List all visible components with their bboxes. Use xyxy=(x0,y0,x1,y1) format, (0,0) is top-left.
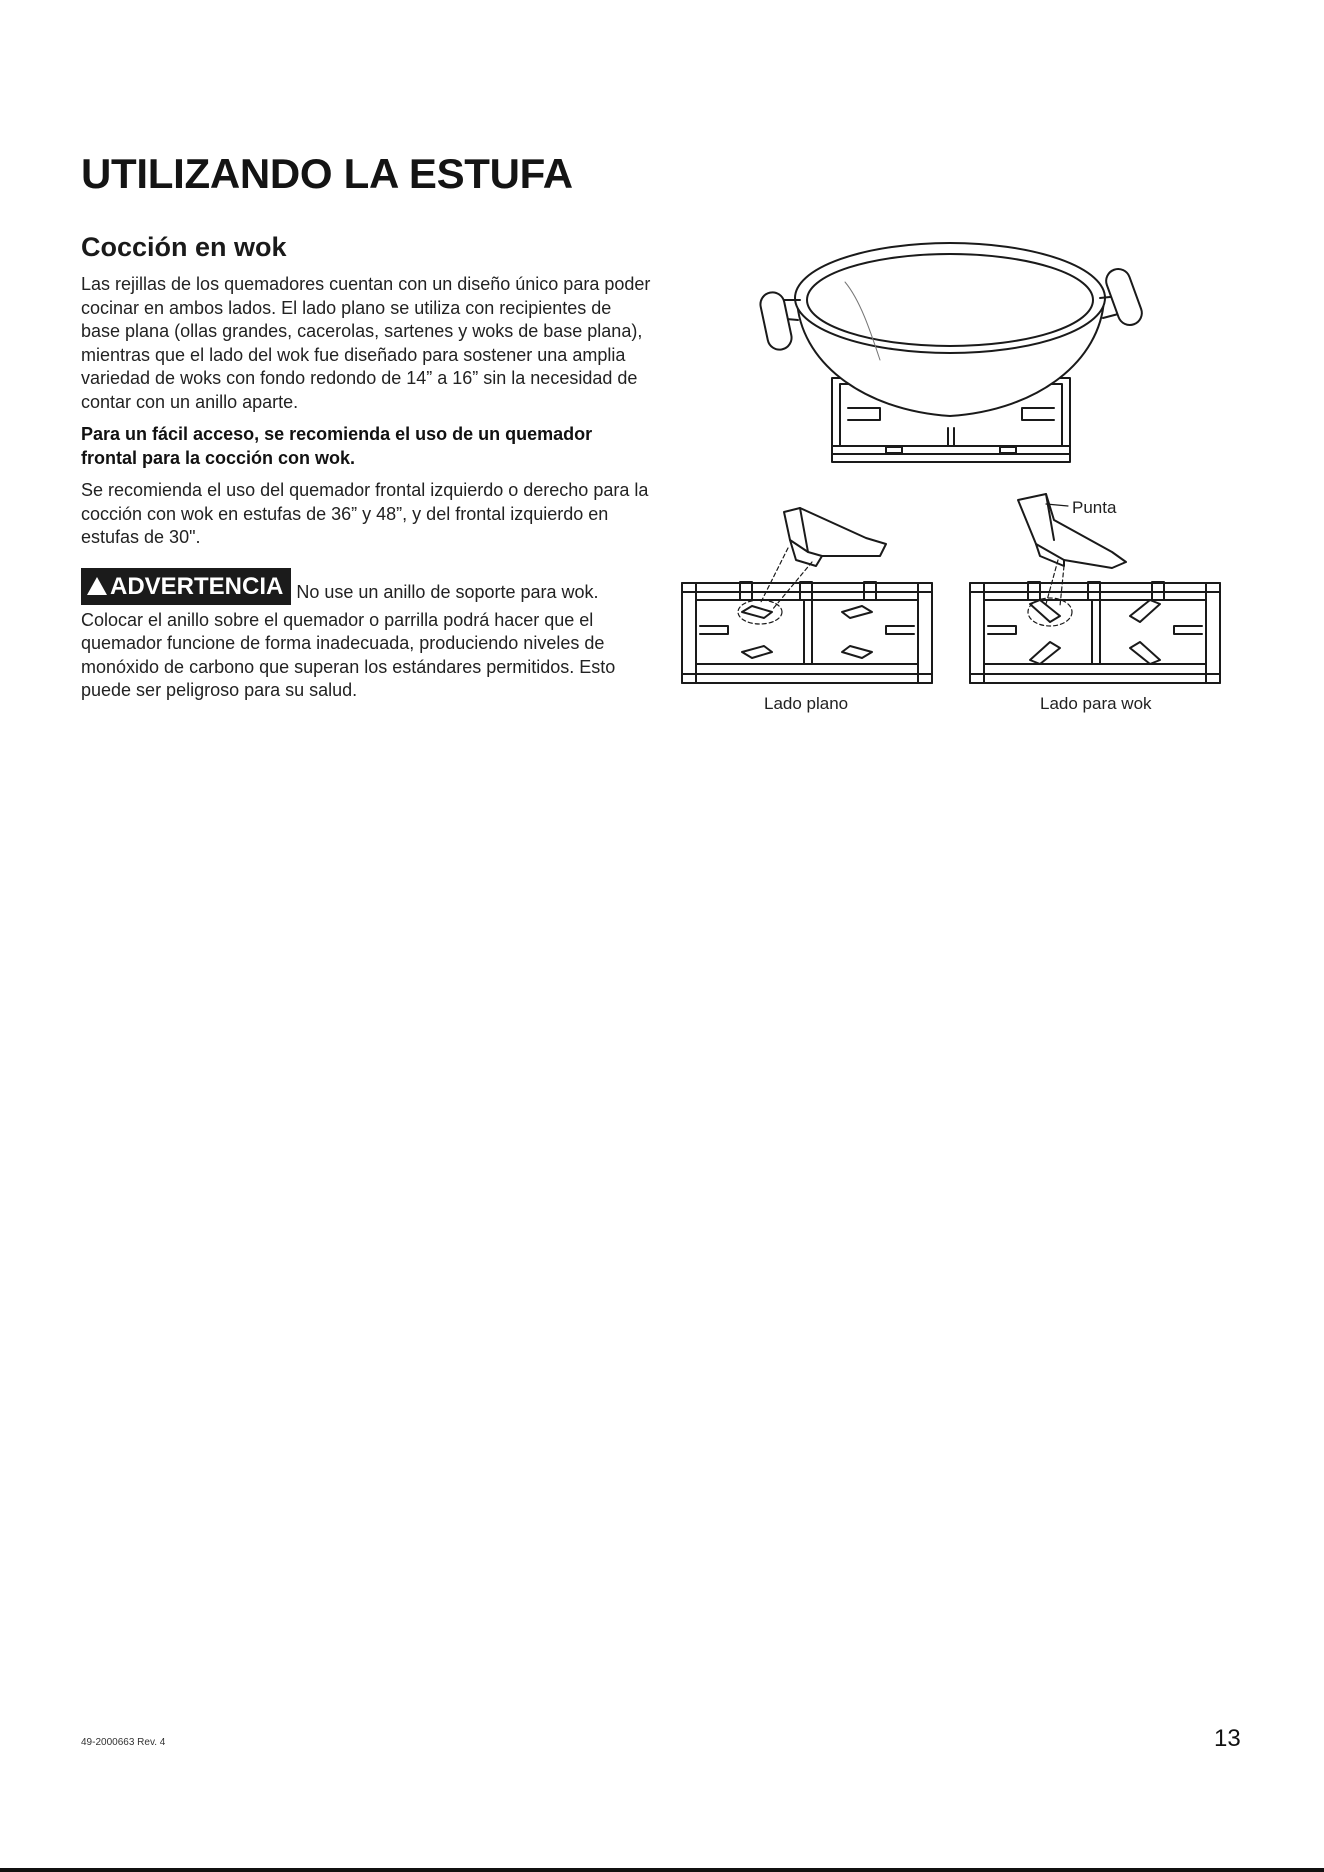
caption-wok-side: Lado para wok xyxy=(1040,694,1152,713)
warning-label: ADVERTENCIA xyxy=(110,572,284,600)
body-text xyxy=(81,273,651,703)
page-title: UTILIZANDO LA ESTUFA xyxy=(81,150,573,197)
wok-side-grate-drawing xyxy=(970,494,1220,683)
bottom-rule xyxy=(0,1868,1324,1872)
page-number: 13 xyxy=(1214,1725,1241,1752)
document-code: 49-2000663 Rev. 4 xyxy=(81,1737,166,1748)
paragraph-recommendation: Para un fácil acceso, se recomienda el uso de un quemador frontal para la cocción con wok. xyxy=(81,424,593,468)
tip-label: Punta xyxy=(1072,498,1117,517)
warning-text: No use un anillo de soporte para wok. Colocar el anillo sobre el quemador o parrilla podrá hacer que el quemador funcione de forma inadecuada, produciendo niveles de monóxido de carbono que superan los estándares permitidos. Esto puede ser peligroso para su salud. xyxy=(81,581,616,700)
warning-block xyxy=(81,572,651,703)
flat-side-grate-drawing xyxy=(682,508,932,683)
paragraph-grates: Las rejillas de los quemadores cuentan con un diseño único para poder cocinar en ambos lados. El lado plano se utiliza con recipientes de base plana (ollas grandes, cacerolas, sartenes y woks de base plana), mientras que el lado del wok fue diseñado para sostener una amplia variedad de woks con fondo redondo de 14” a 16” sin la necesidad de contar con un anillo aparte. xyxy=(81,274,651,412)
warning-triangle-icon xyxy=(87,577,107,595)
caption-flat-side: Lado plano xyxy=(764,694,849,713)
paragraph-burner-choice: Se recomienda el uso del quemador frontal izquierdo o derecho para la cocción con wok en estufas de 36” y 48”, y del frontal izquierdo en estufas de 30". xyxy=(81,480,649,547)
warning-badge xyxy=(81,568,291,605)
wok-on-grate-drawing xyxy=(758,243,1145,462)
section-title: Cocción en wok xyxy=(81,232,287,262)
wok-grate-illustration xyxy=(676,220,1236,720)
